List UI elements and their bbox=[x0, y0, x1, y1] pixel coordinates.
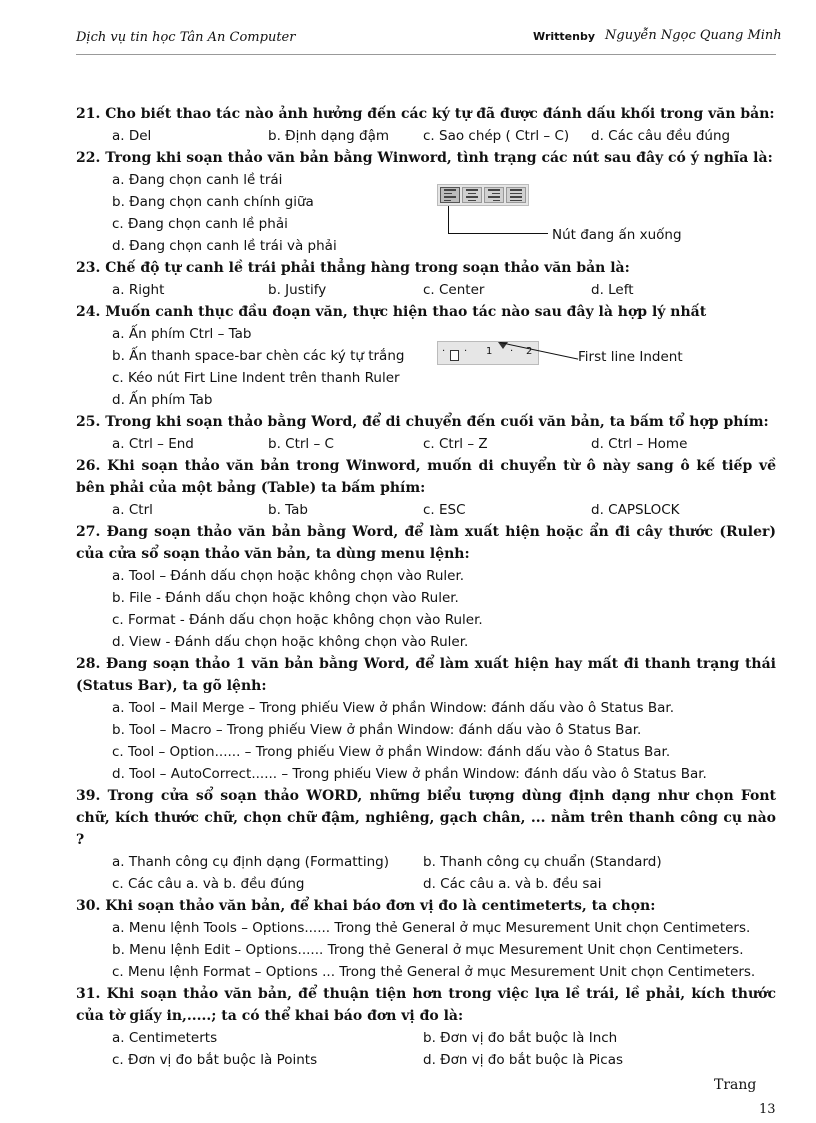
question-30: 30. Khi soạn thảo văn bản, để khai báo đơn vị đo là centimeterts, ta chọn: bbox=[76, 898, 656, 914]
option-b: b. Tab bbox=[268, 502, 309, 518]
callout-line bbox=[448, 233, 548, 234]
option-a: a. Ctrl – End bbox=[112, 436, 194, 452]
option-d: d. Đơn vị đo bắt buộc là Picas bbox=[423, 1052, 624, 1068]
question-25-options bbox=[76, 433, 776, 455]
question-28: 28. Đang soạn thảo 1 văn bản bằng Word, để làm xuất hiện hay mất đi thanh trạng thái (Status Bar), ta gõ lệnh: bbox=[76, 656, 776, 694]
option-b: b. File - Đánh dấu chọn hoặc không chọn vào Ruler. bbox=[112, 590, 459, 606]
question-21-options bbox=[76, 125, 776, 147]
option-c: c. Tool – Option...... – Trong phiếu View ở phần Window: đánh dấu vào ô Status Bar. bbox=[112, 744, 671, 760]
option-c: c. Các câu a. và b. đều đúng bbox=[112, 876, 305, 892]
question-26-options bbox=[76, 499, 776, 521]
option-a: a. Menu lệnh Tools – Options...... Trong thẻ General ở mục Mesurement Unit chọn Centimeters. bbox=[112, 920, 751, 936]
option-d: d. View - Đánh dấu chọn hoặc không chọn vào Ruler. bbox=[112, 634, 469, 650]
question-39-options-row1 bbox=[76, 851, 776, 873]
ruler-tick: · bbox=[442, 346, 446, 357]
option-c: c. Kéo nút Firt Line Indent trên thanh Ruler bbox=[112, 370, 400, 386]
option-a: a. Ctrl bbox=[112, 502, 153, 518]
option-a: a. Tool – Mail Merge – Trong phiếu View ở phần Window: đánh dấu vào ô Status Bar. bbox=[112, 700, 675, 716]
question-31-options-row1 bbox=[76, 1027, 776, 1049]
callout-line bbox=[448, 206, 449, 233]
question-27: 27. Đang soạn thảo văn bản bằng Word, để làm xuất hiện hoặc ẩn đi cây thước (Ruler) của cửa sổ soạn thảo văn bản, ta dùng menu lệnh: bbox=[76, 524, 776, 562]
ruler-tick: · bbox=[464, 346, 468, 357]
option-b: b. Justify bbox=[268, 282, 327, 298]
header-divider bbox=[76, 54, 776, 55]
hanging-indent-icon bbox=[450, 350, 459, 361]
option-c: c. Menu lệnh Format – Options ... Trong thẻ General ở mục Mesurement Unit chọn Centimeters. bbox=[112, 964, 756, 980]
page-number: 13 bbox=[759, 1102, 776, 1117]
align-left-icon bbox=[440, 187, 460, 203]
question-39-options-row2 bbox=[76, 873, 776, 895]
option-b: b. Định dạng đậm bbox=[268, 128, 390, 144]
question-25: 25. Trong khi soạn thảo bằng Word, để di chuyển đến cuối văn bản, ta bấm tổ hợp phím: bbox=[76, 414, 769, 430]
question-31-options-row2 bbox=[76, 1049, 776, 1071]
header-left-text: Dịch vụ tin học Tân An Computer bbox=[76, 30, 296, 45]
footer-label: Trang bbox=[714, 1077, 757, 1093]
option-d: d. Left bbox=[591, 282, 634, 298]
option-c: c. ESC bbox=[423, 502, 466, 518]
ruler-tick: 1 bbox=[486, 346, 493, 357]
option-b: b. Đơn vị đo bắt buộc là Inch bbox=[423, 1030, 618, 1046]
option-d: d. Ấn phím Tab bbox=[112, 392, 213, 408]
question-22: 22. Trong khi soạn thảo văn bản bằng Winword, tình trạng các nút sau đây có ý nghĩa là: bbox=[76, 150, 773, 166]
option-a: a. Đang chọn canh lề trái bbox=[112, 172, 283, 188]
option-a: a. Ấn phím Ctrl – Tab bbox=[112, 326, 252, 342]
option-c: c. Đơn vị đo bắt buộc là Points bbox=[112, 1052, 318, 1068]
option-b: b. Ctrl – C bbox=[268, 436, 334, 452]
header-written-by: Writtenby bbox=[533, 30, 595, 43]
align-right-icon bbox=[484, 187, 504, 203]
option-c: c. Đang chọn canh lề phải bbox=[112, 216, 288, 232]
alignment-buttons-image bbox=[437, 184, 529, 206]
question-31: 31. Khi soạn thảo văn bản, để thuận tiện hơn trong việc lựa lề trái, lề phải, kích thước của tờ giấy in,.....; ta có thể khai báo đơn vị đo là: bbox=[76, 986, 776, 1024]
ruler-tick: 2 bbox=[526, 346, 533, 357]
align-center-icon bbox=[462, 187, 482, 203]
option-b: b. Thanh công cụ chuẩn (Standard) bbox=[423, 854, 662, 870]
option-c: c. Format - Đánh dấu chọn hoặc không chọn vào Ruler. bbox=[112, 612, 483, 628]
option-b: b. Menu lệnh Edit – Options...... Trong thẻ General ở mục Mesurement Unit chọn Centimeters. bbox=[112, 942, 744, 958]
ruler-tick: · bbox=[510, 346, 514, 357]
option-a: a. Centimeterts bbox=[112, 1030, 218, 1046]
option-c: c. Sao chép ( Ctrl – C) bbox=[423, 128, 570, 144]
question-21: 21. Cho biết thao tác nào ảnh hưởng đến các ký tự đã được đánh dấu khối trong văn bản: bbox=[76, 106, 775, 122]
option-a: a. Tool – Đánh dấu chọn hoặc không chọn vào Ruler. bbox=[112, 568, 465, 584]
option-b: b. Tool – Macro – Trong phiếu View ở phần Window: đánh dấu vào ô Status Bar. bbox=[112, 722, 642, 738]
callout-first-line-indent: First line Indent bbox=[578, 349, 683, 365]
option-d: d. Đang chọn canh lề trái và phải bbox=[112, 238, 337, 254]
option-c: c. Ctrl – Z bbox=[423, 436, 488, 452]
option-d: d. CAPSLOCK bbox=[591, 502, 680, 518]
callout-pressed-button: Nút đang ấn xuống bbox=[552, 227, 682, 243]
question-list bbox=[76, 103, 776, 1071]
option-a: a. Right bbox=[112, 282, 165, 298]
option-d: d. Tool – AutoCorrect...... – Trong phiếu View ở phần Window: đánh dấu vào ô Status Bar. bbox=[112, 766, 707, 782]
option-d: d. Các câu a. và b. đều sai bbox=[423, 876, 602, 892]
option-d: d. Ctrl – Home bbox=[591, 436, 688, 452]
option-a: a. Del bbox=[112, 128, 152, 144]
align-justify-icon bbox=[506, 187, 526, 203]
ruler-image bbox=[437, 341, 539, 365]
option-a: a. Thanh công cụ định dạng (Formatting) bbox=[112, 854, 389, 870]
option-c: c. Center bbox=[423, 282, 485, 298]
question-23: 23. Chế độ tự canh lề trái phải thẳng hàng trong soạn thảo văn bản là: bbox=[76, 260, 630, 276]
question-24: 24. Muốn canh thục đầu đoạn văn, thực hiện thao tác nào sau đây là hợp lý nhất bbox=[76, 304, 707, 320]
question-23-options bbox=[76, 279, 776, 301]
page-header bbox=[0, 30, 816, 54]
question-26: 26. Khi soạn thảo văn bản trong Winword, muốn di chuyển từ ô này sang ô kế tiếp về bên phải của một bảng (Table) ta bấm phím: bbox=[76, 458, 776, 496]
option-b: b. Ấn thanh space-bar chèn các ký tự trắng bbox=[112, 348, 405, 364]
question-39: 39. Trong cửa sổ soạn thảo WORD, những biểu tượng dùng định dạng như chọn Font chữ, kích thước chữ, chọn chữ đậm, nghiêng, gạch chân, ... nằm trên thanh công cụ nào ? bbox=[76, 788, 776, 848]
option-b: b. Đang chọn canh chính giữa bbox=[112, 194, 314, 210]
option-d: d. Các câu đều đúng bbox=[591, 128, 731, 144]
header-author: Nguyễn Ngọc Quang Minh bbox=[605, 28, 782, 43]
